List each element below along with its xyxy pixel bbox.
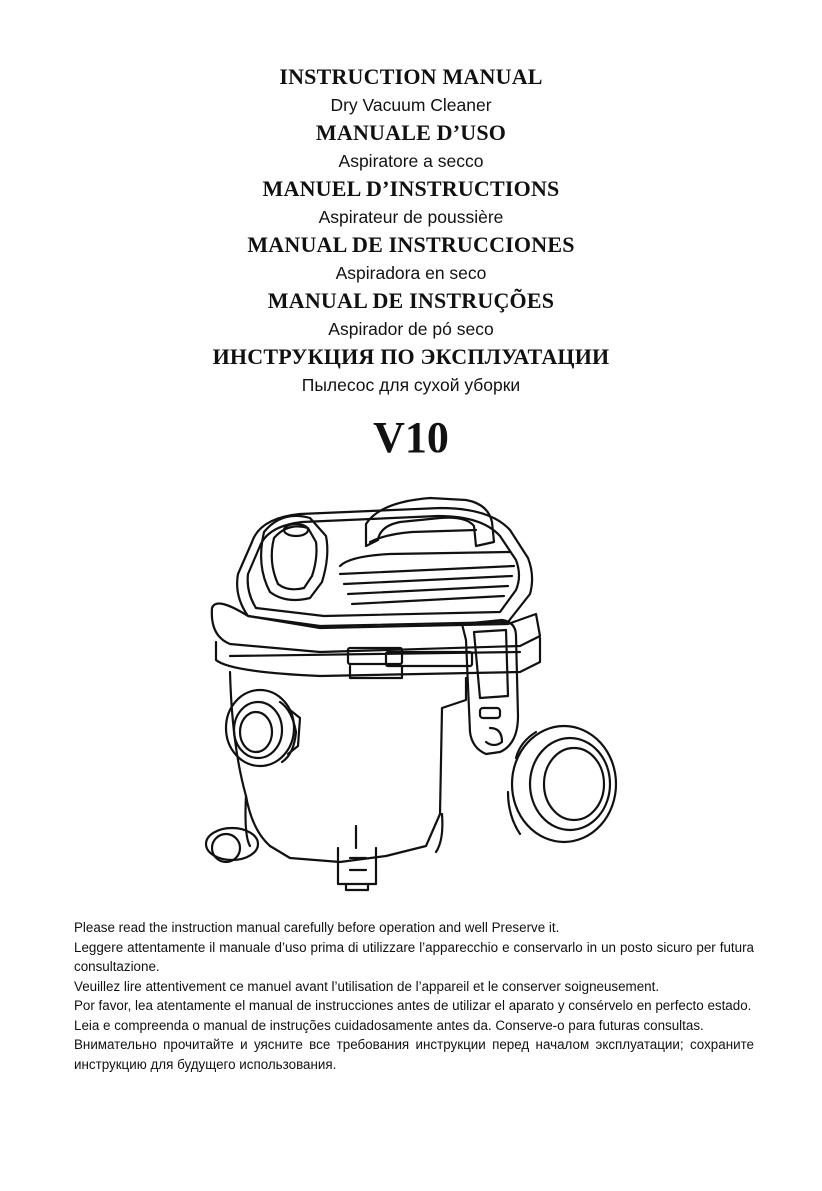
title-french: MANUEL D’INSTRUCTIONS [262, 176, 560, 201]
subtitle-french: Aspirateur de poussière [318, 207, 504, 227]
instruction-notes [74, 918, 754, 1074]
title-english: INSTRUCTION MANUAL [279, 64, 543, 89]
vacuum-cleaner-illustration [190, 496, 630, 896]
note-french: Veuillez lire attentivement ce manuel avant l’utilisation de l’appareil et le conserver soigneusement. [74, 978, 660, 994]
subtitle-italian: Aspiratore a secco [338, 151, 484, 171]
title-russian: ИНСТРУКЦИЯ ПО ЭКСПЛУАТАЦИИ [212, 344, 610, 369]
title-portuguese: MANUAL DE INSTRUÇÕES [267, 288, 555, 313]
subtitle-english: Dry Vacuum Cleaner [330, 95, 492, 115]
note-spanish: Por favor, lea atentamente el manual de instrucciones antes de utilizar el aparato y consérvelo en perfecto estado. [74, 998, 752, 1013]
title-spanish: MANUAL DE INSTRUCCIONES [247, 232, 575, 257]
title-italian: MANUALE D’USO [315, 120, 507, 145]
subtitle-spanish: Aspiradora en seco [335, 263, 487, 283]
model-name: V10 [373, 413, 449, 462]
manual-titles [0, 62, 822, 398]
subtitle-russian: Пылесос для сухой уборки [301, 375, 521, 395]
subtitle-portuguese: Aspirador de pó seco [328, 319, 494, 339]
note-portuguese: Leia e compreenda o manual de instruções cuidadosamente antes da. Conserve-o para futuras consultas. [74, 1017, 704, 1033]
note-italian: Leggere attentamente il manuale d’uso prima di utilizzare l’apparecchio e conservarlo in un posto sicuro per futura consultazione. [74, 939, 754, 974]
note-russian: Внимательно прочитайте и уясните все требования инструкции перед началом эксплуатации; сохраните инструкцию для будущего использования. [74, 1037, 754, 1072]
note-english: Please read the instruction manual carefully before operation and well Preserve it. [74, 920, 560, 935]
